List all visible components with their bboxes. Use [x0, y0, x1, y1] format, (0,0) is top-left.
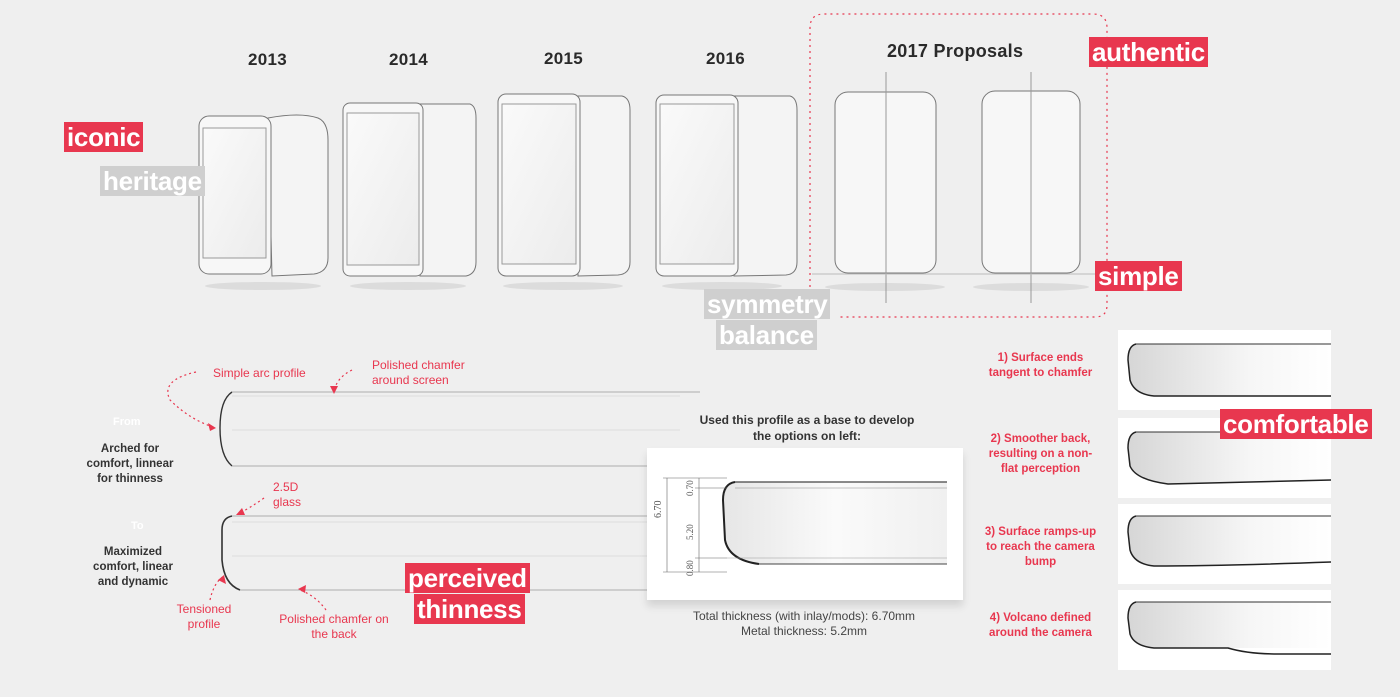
- dim-top: 0.70: [685, 480, 695, 496]
- proposals-title: 2017 Proposals: [887, 41, 1024, 61]
- tag-perceived: perceived: [405, 563, 530, 593]
- caption-metal: Metal thickness: 5.2mm: [740, 624, 868, 638]
- year-2015-label: 2015: [544, 49, 584, 68]
- anno-polished-screen: Polished chamfer around screen: [372, 358, 465, 387]
- option-1-label: 1) Surface ends tangent to chamfer: [988, 352, 1093, 379]
- annotation-arrows: [168, 370, 352, 610]
- from-label: From: [113, 416, 141, 428]
- base-profile-title: Used this profile as a base to develop the options on left:: [699, 413, 915, 443]
- anno-glass: 2.5D glass: [273, 480, 302, 509]
- tag-heritage: heritage: [100, 166, 205, 196]
- from-description: Arched for comfort, linnear for thinness: [86, 443, 174, 485]
- anno-tensioned: Tensioned profile: [176, 602, 232, 631]
- phone-2016: [656, 95, 797, 290]
- phone-2017-proposal-a: [812, 72, 960, 303]
- profile-from-sketch: [220, 392, 700, 466]
- tag-balance: balance: [716, 320, 817, 350]
- base-profile-card: [647, 448, 963, 600]
- tag-iconic: iconic: [64, 122, 143, 152]
- option-profile-cards: [1118, 330, 1332, 672]
- option-4-card: [1118, 590, 1331, 670]
- to-label: To: [131, 520, 144, 532]
- phone-2013: [199, 115, 328, 290]
- dim-total: 6.70: [653, 500, 664, 518]
- year-2014-label: 2014: [389, 50, 429, 69]
- phone-2014: [343, 103, 476, 290]
- anno-polished-back: Polished chamfer on the back: [279, 612, 389, 641]
- tag-authentic: authentic: [1089, 37, 1208, 67]
- dim-mid: 5.20: [685, 524, 695, 540]
- phone-2017-proposal-b: [960, 72, 1100, 303]
- phone-2015: [498, 94, 630, 290]
- caption-total: Total thickness (with inlay/mods): 6.70mm: [692, 609, 916, 623]
- option-4-label: 4) Volcano defined around the camera: [989, 612, 1092, 639]
- option-2-label: 2) Smoother back, resulting on a non-flat perception: [988, 433, 1093, 475]
- option-3-card: [1118, 504, 1331, 584]
- tag-simple: simple: [1095, 261, 1182, 291]
- dim-bottom: 0.80: [685, 560, 695, 576]
- tag-symmetry: symmetry: [704, 289, 830, 319]
- year-2013-label: 2013: [248, 50, 288, 69]
- anno-simple-arc: Simple arc profile: [213, 366, 306, 380]
- option-3-label: 3) Surface ramps-up to reach the camera bump: [984, 526, 1097, 568]
- tag-thinness: thinness: [414, 594, 525, 624]
- to-description: Maximized comfort, linear and dynamic: [93, 546, 173, 588]
- year-2016-label: 2016: [706, 49, 746, 68]
- tag-comfortable: comfortable: [1220, 409, 1372, 439]
- option-1-card: [1118, 330, 1331, 410]
